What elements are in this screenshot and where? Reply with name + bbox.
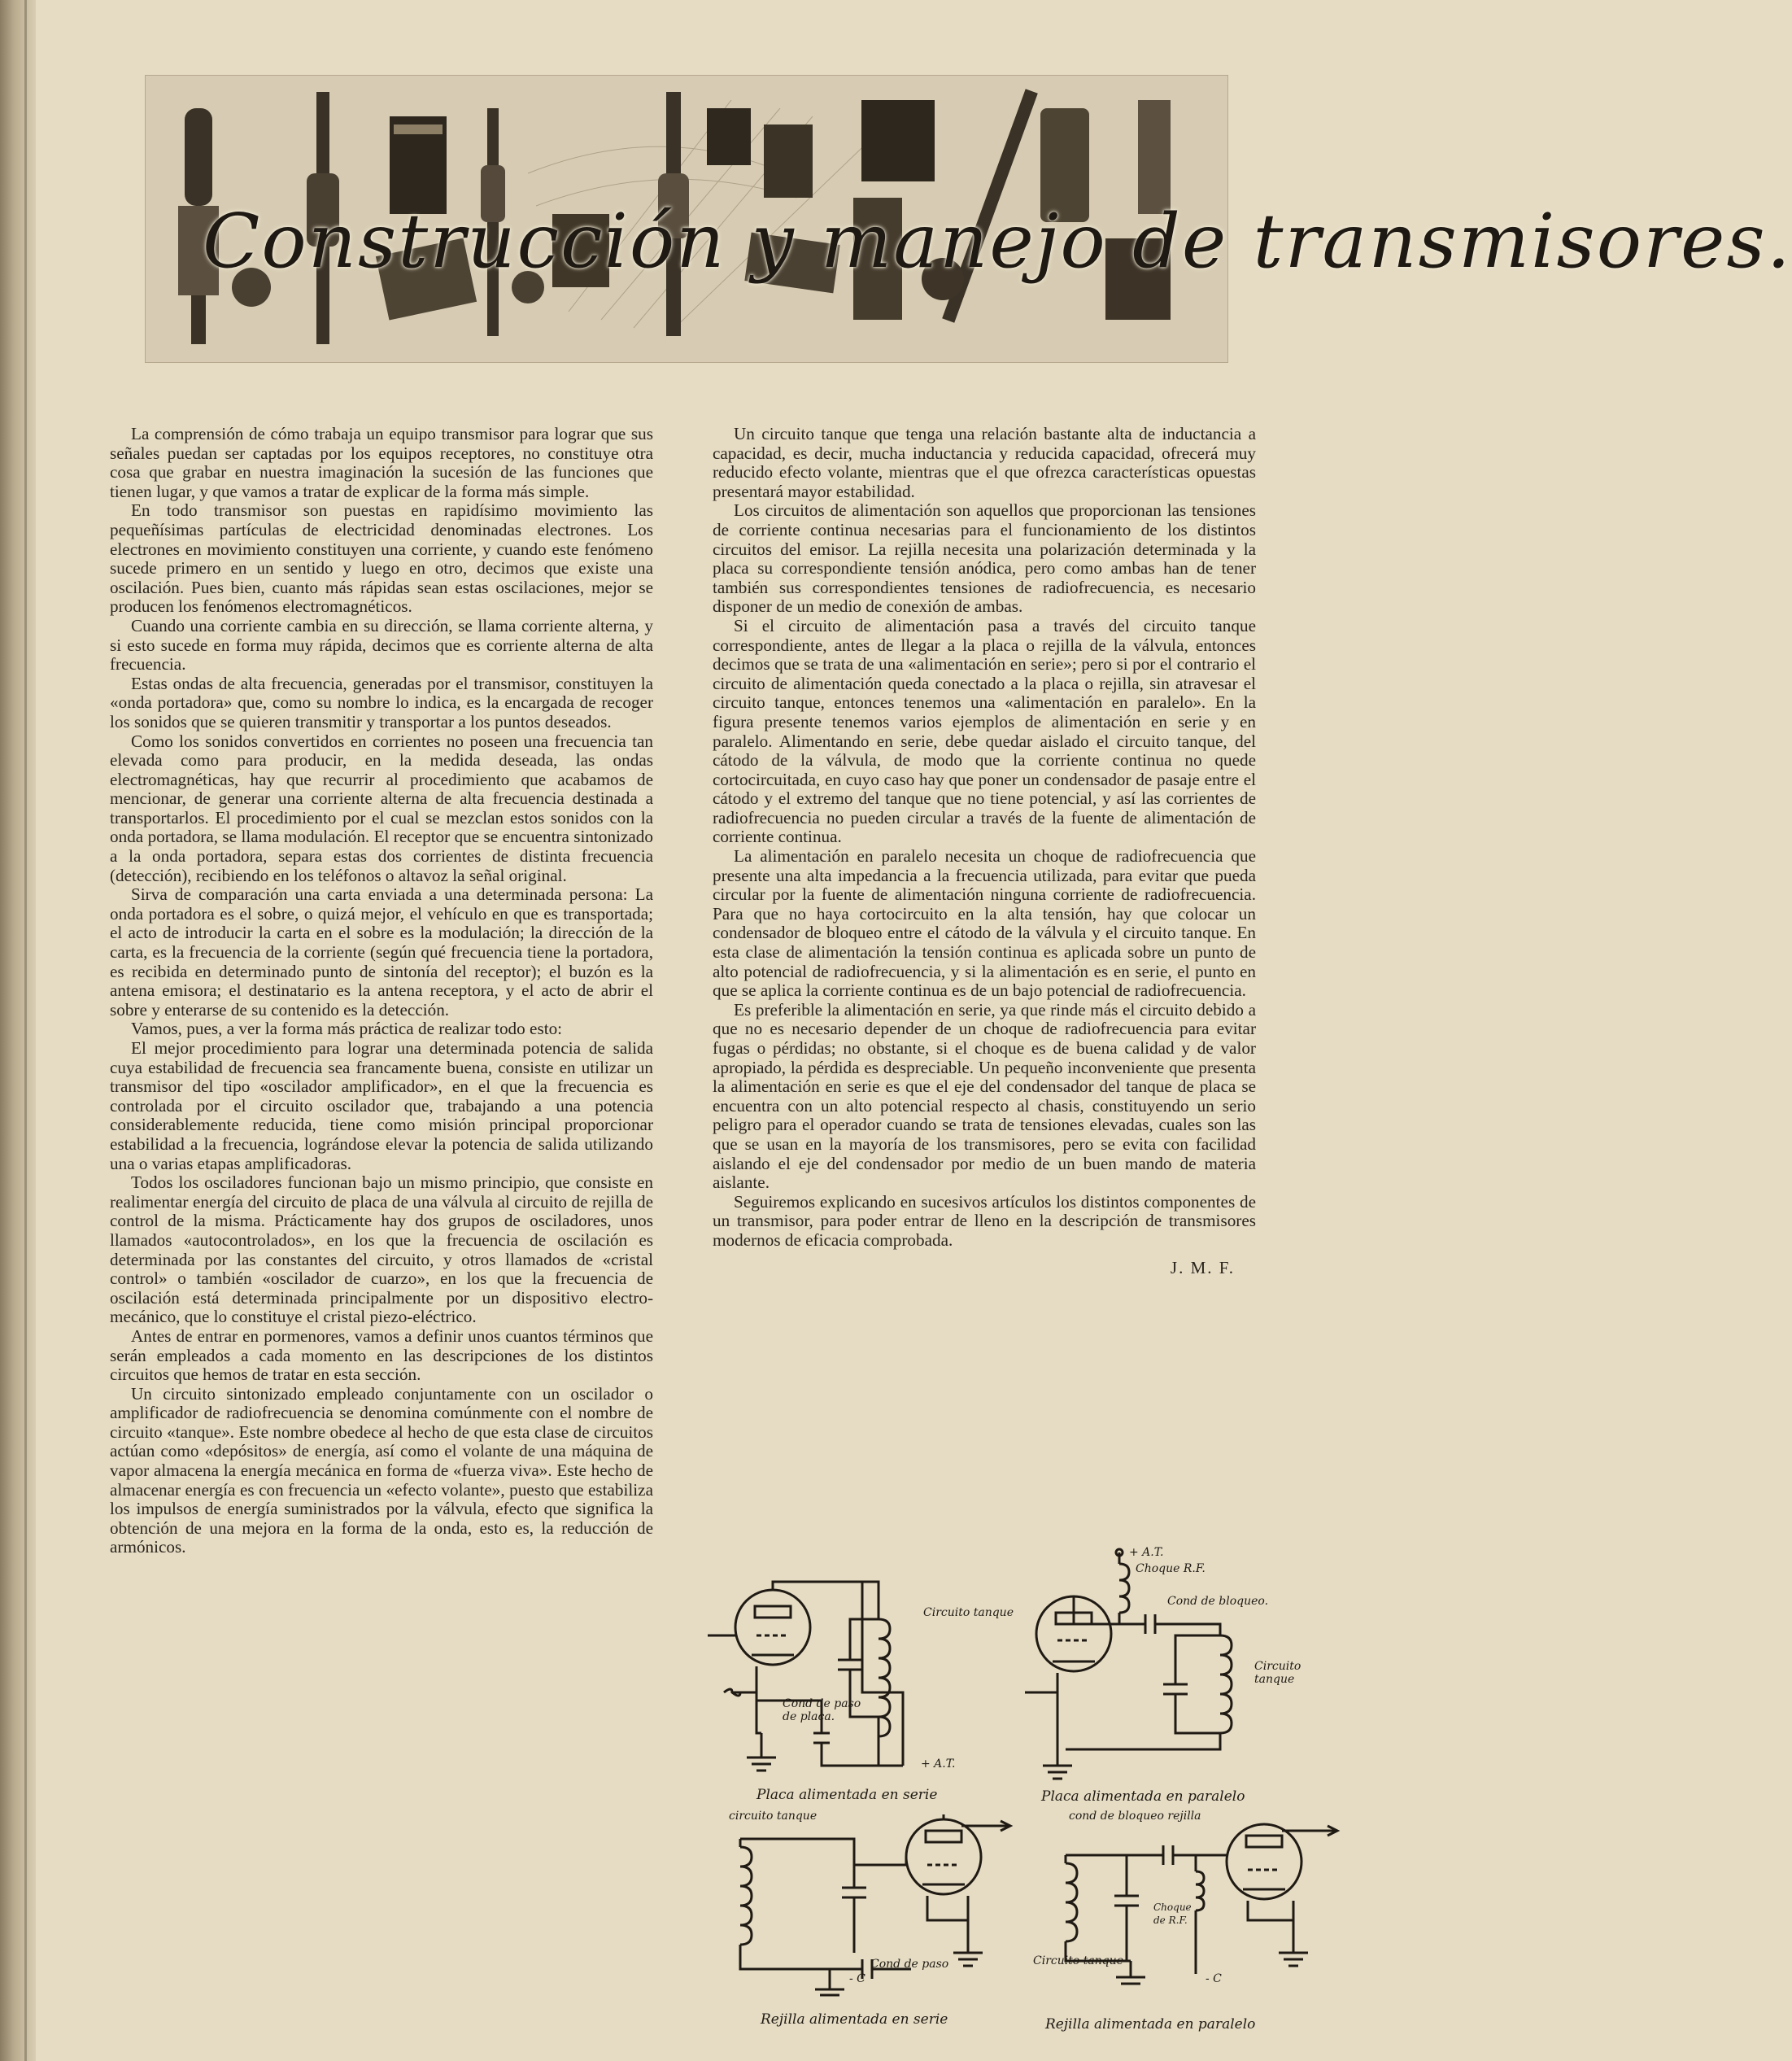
label-tank-circuit: Circuito tanque — [923, 1606, 1014, 1619]
label-tank-circuit: Circuito tanque — [1033, 1954, 1123, 1967]
author-signature: J. M. F. — [1170, 1257, 1235, 1277]
diagram-grid-series-feed — [724, 1810, 1017, 2002]
label-rf-choke: Choque R.F. — [1136, 1562, 1206, 1575]
paragraph: Sirva de comparación una carta enviada a una determinada persona: La onda portadora es el sobre, o quizá mejor, el vehículo en que es transportada; el acto de introducir la carta en el sobre es la modulación; la dirección de la carta, es la frecuencia de la corriente (según qué frecuencia tiene la portadora, es recibida en determinado punto de sintonía del receptor); el buzón es la antena emisora; el destinatario es la antena receptora, y el acto de abrir el sobre y enterarse de su contenido es la detección. — [110, 884, 653, 1020]
page-binding-edge — [0, 0, 36, 2061]
paragraph: Seguiremos explicando en sucesivos artículos los distintos componentes de un transmisor, para poder entrar de lleno en la descripción de transmisores modernos de eficacia comprobada. — [713, 1191, 1256, 1250]
caption-grid-parallel: Rejilla alimentada en paralelo — [1045, 2016, 1256, 2033]
paragraph: Si el circuito de alimentación pasa a través del circuito tanque correspondiente, antes de llegar a la placa o rejilla de la válvula, entonces decimos que se trata de una «alimentación en serie»; pero si por el contrario el circuito de alimentación queda conectado a la placa o rejilla, sin atravesar el circuito tanque, entonces tenemos una «alimentación en paralelo». En la figura presente tenemos varios ejemplos de alimentación en serie y en paralelo. Alimentando en serie, debe quedar aislado el circuito tanque, del cátodo de la válvula, de modo que la corriente continua no quede cortocircuitada, en cuyo caso hay que poner un condensador de pasaje entre el cátodo y el extremo del tanque que no tiene potencial, y así las corrientes de radiofrecuencia no pueden circular a través de la fuente de alimentación de corriente continua. — [713, 615, 1256, 847]
paragraph: Todos los osciladores funcionan bajo un mismo principio, que consiste en realimentar energía del circuito de placa de una válvula al circuito de rejilla de control de la misma. Prácticamente hay dos grupos de osciladores, unos llamados «autocontrolados», en los que la frecuencia de oscilación es determinada por las constantes del circuito, y otros llamados de «cristal control» o también «oscilador de cuarzo», en los que la frecuencia de oscilación está determinada principalmente por un dispositivo electro-mecánico, que lo constituye el cristal piezo-eléctrico. — [110, 1172, 653, 1327]
label-rf-choke: Choque de R.F. — [1153, 1902, 1192, 1926]
caption-grid-series: Rejilla alimentada en serie — [761, 2011, 948, 2028]
diagram-plate-series-feed — [708, 1570, 1014, 1806]
caption-plate-series: Placa alimentada en serie — [756, 1787, 938, 1803]
paragraph: Los circuitos de alimentación son aquellos que proporcionan las tensiones de corriente continua necesarias para el funcionamiento de los distintos circuitos del emisor. La rejilla necesita una polarización determinada y la placa su correspondiente tensión anódica, pero como ambas han de tener también sus correspondientes tensiones de radiofrecuencia, es necesario disponer de un medio de conexión de ambas. — [713, 500, 1256, 617]
article-title: Construcción y manejo de transmisores. — [203, 198, 1792, 285]
article-column-right — [713, 425, 1256, 1277]
label-plate-bypass-capacitor: Cond de paso de placa. — [783, 1697, 861, 1723]
paragraph: Vamos, pues, a ver la forma más práctica de realizar todo esto: — [131, 1019, 563, 1039]
caption-plate-parallel: Placa alimentada en paralelo — [1041, 1788, 1245, 1805]
label-grid-bias: - C — [1206, 1972, 1222, 1985]
paragraph: Antes de entrar en pormenores, vamos a definir unos cuantos términos que serán empleados a cada momento en las descripciones de los distintos circuitos que hemos de tratar en esta sección. — [110, 1325, 653, 1385]
paragraph: La alimentación en paralelo necesita un choque de radiofrecuencia que presente una alta impedancia a la frecuencia utilizada, para evitar que pueda circular por la fuente de alimentación ninguna corriente de radiofrecuencia. Para que no haya cortocircuito en la alta tensión, hay que colocar un condensador de bloqueo entre el cátodo de la válvula y el circuito tanque. En esta clase de alimentación la tensión continua es aplicada sobre un punto de alto potencial de radiofrecuencia, y si la alimentación es en serie, el punto en que se aplica la corriente continua es de un bajo potencial de radiofrecuencia. — [713, 846, 1256, 1001]
label-blocking-capacitor: Cond de bloqueo. — [1167, 1595, 1269, 1608]
paragraph: Un circuito tanque que tenga una relación bastante alta de inductancia a capacidad, es decir, mucha inductancia y reducida capacidad, ofrecerá muy reducido efecto volante, mientras que el que ofrezca características opuestas presentará mayor estabilidad. — [713, 424, 1256, 501]
diagram-plate-parallel-feed — [1001, 1546, 1310, 1790]
label-high-voltage: + A.T. — [1129, 1546, 1164, 1559]
paragraph: En todo transmisor son puestas en rapidísimo movimiento las pequeñísimas partículas de electricidad denominadas electrones. Los electrones en movimiento constituyen una corriente, y cuando este fenómeno sucede primero en un sentido y luego en otro, decimos que existe una oscilación. Pues bien, cuanto más rápidas sean estas oscilaciones, mejor se producen los fenómenos electromagnéticos. — [110, 500, 653, 617]
paragraph: Cuando una corriente cambia en su dirección, se llama corriente alterna, y si esto sucede en forma muy rápida, decimos que es corriente alterna de alta frecuencia. — [110, 615, 653, 675]
schematic-grid-series — [724, 1814, 1017, 2002]
paragraph: La comprensión de cómo trabaja un equipo transmisor para lograr que sus señales puedan ser captadas por los equipos receptores, no constituye otra cosa que grabar en nuestra imaginación la sucesión de las funciones que tienen lugar, y que vamos a tratar de explicar de la forma más simple. — [110, 424, 653, 501]
label-high-voltage: + A.T. — [921, 1758, 956, 1771]
label-grid-blocking-capacitor: cond de bloqueo rejilla — [1069, 1810, 1201, 1823]
header-illustration — [145, 75, 1792, 363]
label-bypass-capacitor: Cond de paso — [870, 1958, 949, 1971]
page-fold-line — [24, 0, 27, 2061]
label-tank-circuit: Circuito tanque — [1254, 1660, 1301, 1686]
paragraph: El mejor procedimiento para lograr una determinada potencia de salida cuya estabilidad de frecuencia sea francamente buena, consiste en utilizar un transmisor del tipo «oscilador amplificador», en el que la frecuencia es controlada por el circuito oscilador que, trabajando a una potencia considerablemente reducida, tiene como misión principal proporcionar estabilidad a la frecuencia, lográndose elevar la potencia de salida utilizando una o varias etapas amplificadoras. — [110, 1038, 653, 1173]
diagram-grid-parallel-feed — [1033, 1810, 1342, 2002]
label-grid-bias: - C — [849, 1972, 865, 1985]
label-tank-circuit: circuito tanque — [729, 1810, 818, 1823]
paragraph: Estas ondas de alta frecuencia, generadas por el transmisor, constituyen la «onda portadora» que, como su nombre lo indica, es la encargada de recoger los sonidos que se quieren transmitir y transportar a los puntos deseados. — [110, 673, 653, 731]
paragraph: Como los sonidos convertidos en corrientes no poseen una frecuencia tan elevada como para producir, en la medida deseada, las ondas electromagnéticas, hay que recurrir al procedimiento que acabamos de mencionar, de generar una corriente alterna de alta frecuencia destinada a transportarlos. El procedimiento por el cual se mezclan estos sonidos con la onda portadora, se llama modulación. El receptor que se encuentra sintonizado a la onda portadora, separa estas dos corrientes de distinta frecuencia (detección), recibiendo en los teléfonos o altavoz la señal original. — [110, 731, 653, 885]
paragraph: Es preferible la alimentación en serie, ya que rinde más el circuito debido a que no es necesario depender de un choque de radiofrecuencia para evitar fugas o pérdidas; no obstante, si el choque es de buena calidad y de valor apropiado, la pérdida es despreciable. Un pequeño inconveniente que presenta la alimentación en serie es que el eje del condensador del tanque de placa se encuentra con un alto potencial respecto al chasis, constituyendo un serio peligro para el operador cuando se trata de tensiones elevadas, cuales son las que se usan en la mayoría de los transmisores, pero se evita con facilidad aislando el eje del condensador por medio de un buen mando de materia aislante. — [713, 999, 1256, 1193]
article-column-left — [110, 425, 653, 1557]
paragraph: Un circuito sintonizado empleado conjuntamente con un oscilador o amplificador de radiofrecuencia se denomina comúnmente con el nombre de circuito «tanque». Este nombre obedece al hecho de que esta clase de circuitos actúan como «depósitos» de energía, así como el volante de una máquina de vapor almacena la energía mecánica en forma de «fuerza viva». Este hecho de almacenar energía es con frecuencia un «efecto volante», puesto que estabiliza los impulsos de energía suministrados por la válvula, efecto que significa la obtención de una mejora en la forma de la onda, esto es, la reducción de armónicos. — [110, 1383, 653, 1557]
